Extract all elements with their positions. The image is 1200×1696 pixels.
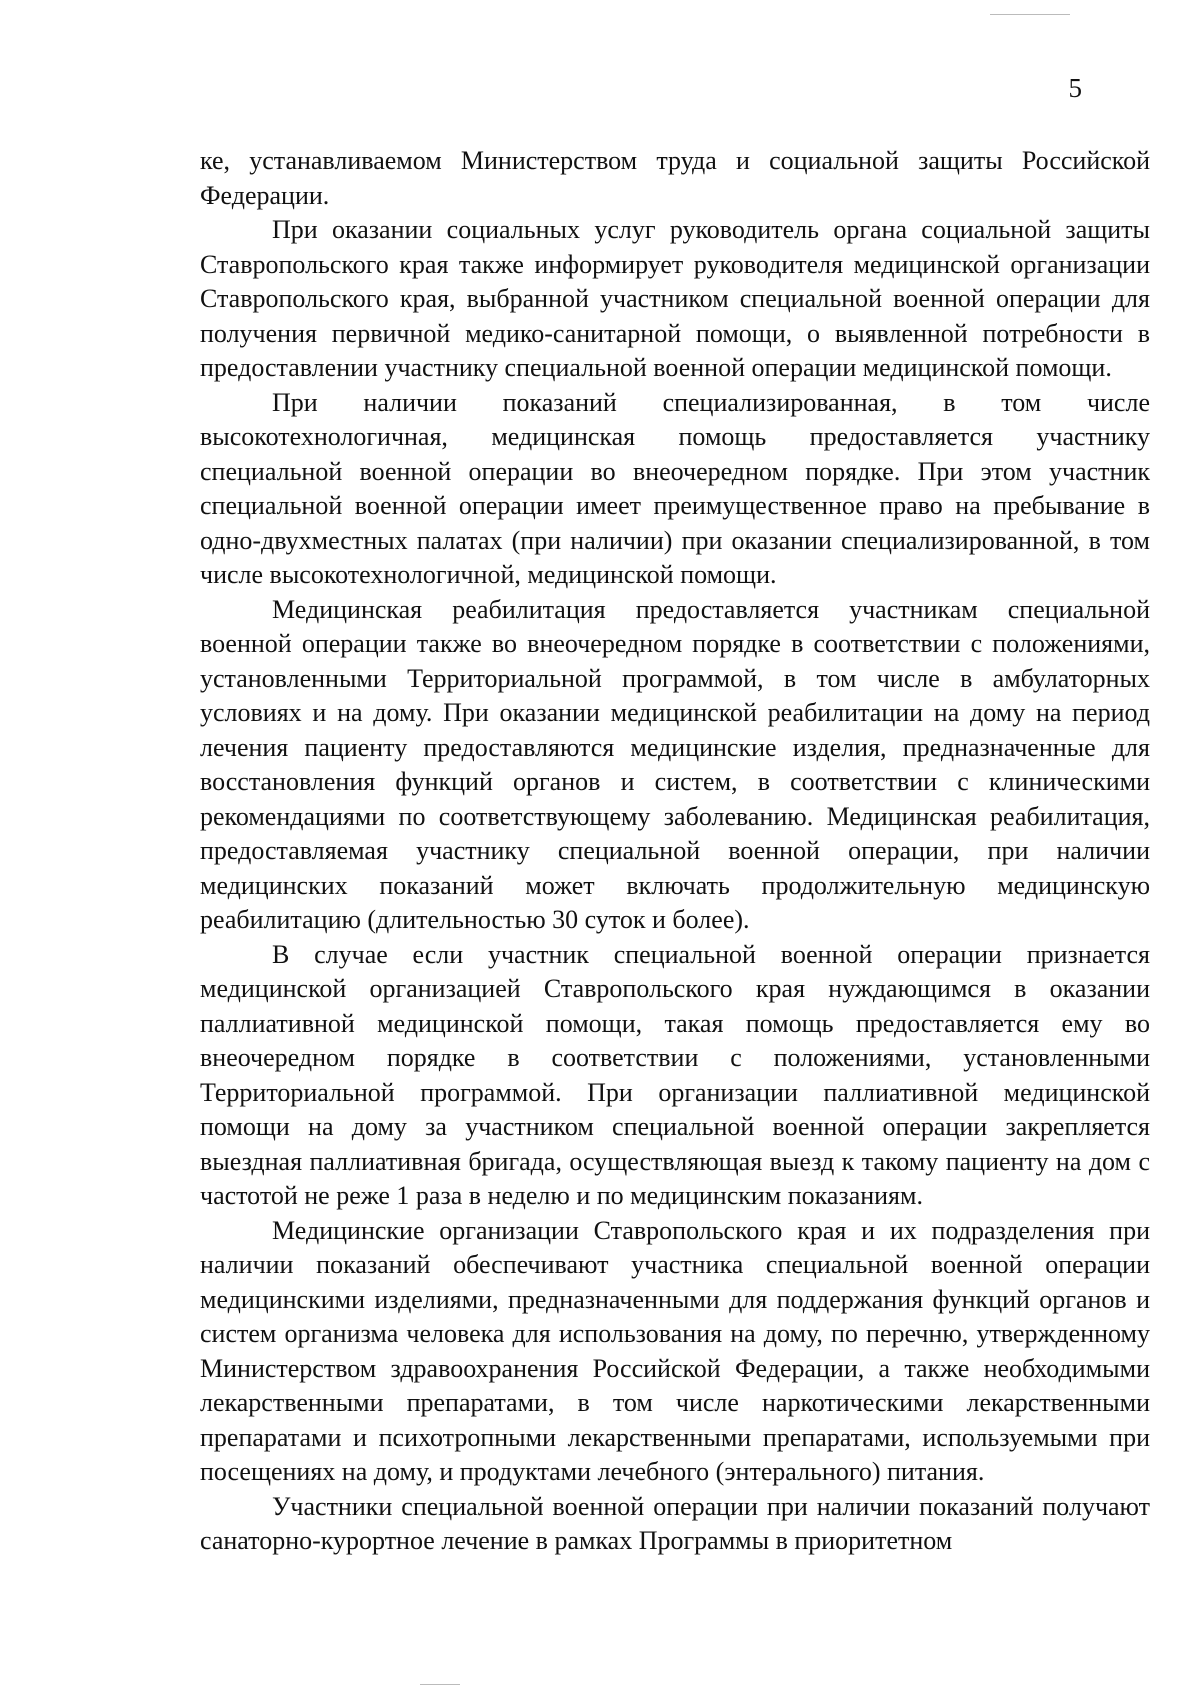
paragraph-4: Медицинская реабилитация предоставляется участникам специальной военной операции также во внеочередном порядке в соответствии с положениями, установленными Территориальной программой, в том числе в амбулаторных условиях и на дому. При оказании медицинской реабилитации на дому на период лечения пациенту предоставляются медицинские изделия, предназначенные для восстановления функций органов и систем, в соответствии с клиническими рекомендациями по соответствующему заболеванию. Медицинская реабилитация, предоставляемая участнику специальной военной операции, при наличии медицинских показаний может включать продолжительную медицинскую реабилитацию (длительностью 30 суток и более). <box>200 594 1150 934</box>
scan-artifact <box>420 1684 460 1685</box>
document-body <box>200 144 1150 1559</box>
paragraph-7: Участники специальной военной операции при наличии показаний получают санаторно-курортное лечение в рамках Программы в приоритетном <box>200 1491 1150 1555</box>
paragraph-3: При наличии показаний специализированная, в том числе высокотехнологичная, медицинская помощь предоставляется участнику специальной военной операции во внеочередном порядке. При этом участник специальной военной операции имеет преимущественное право на пребывание в одно-двухместных палатах (при наличии) при оказании специализированной, в том числе высокотехнологичной, медицинской помощи. <box>200 387 1150 589</box>
page-number: 5 <box>1068 73 1082 103</box>
paragraph-6: Медицинские организации Ставропольского края и их подразделения при наличии показаний обеспечивают участника специальной военной операции медицинскими изделиями, предназначенными для поддержания функций органов и систем организма человека для использования на дому, по перечню, утвержденному Министерством здравоохранения Российской Федерации, а также необходимыми лекарственными препаратами, в том числе наркотическими лекарственными препаратами и психотропными лекарственными препаратами, используемыми при посещениях на дому, и продуктами лечебного (энтерального) питания. <box>200 1215 1150 1486</box>
paragraph-2: При оказании социальных услуг руководитель органа социальной защиты Ставропольского края также информирует руководителя медицинской организации Ставропольского края, выбранной участником специальной военной операции для получения первичной медико-санитарной помощи, о выявленной потребности в предоставлении участнику специальной военной операции медицинской помощи. <box>200 215 1150 382</box>
paragraph-1: ке, устанавливаемом Министерством труда и социальной защиты Российской Федерации. <box>200 146 1150 210</box>
scan-artifact <box>990 14 1070 15</box>
paragraph-5: В случае если участник специальной военной операции признается медицинской организацией Ставропольского края нуждающимся в оказании паллиативной медицинской помощи, такая помощь предоставляется ему во внеочередном порядке в соответствии с положениями, установленными Территориальной программой. При организации паллиативной медицинской помощи на дому за участником специальной военной операции закрепляется выездная паллиативная бригада, осуществляющая выезд к такому пациенту на дом с частотой не реже 1 раза в неделю и по медицинским показаниям. <box>200 939 1150 1210</box>
